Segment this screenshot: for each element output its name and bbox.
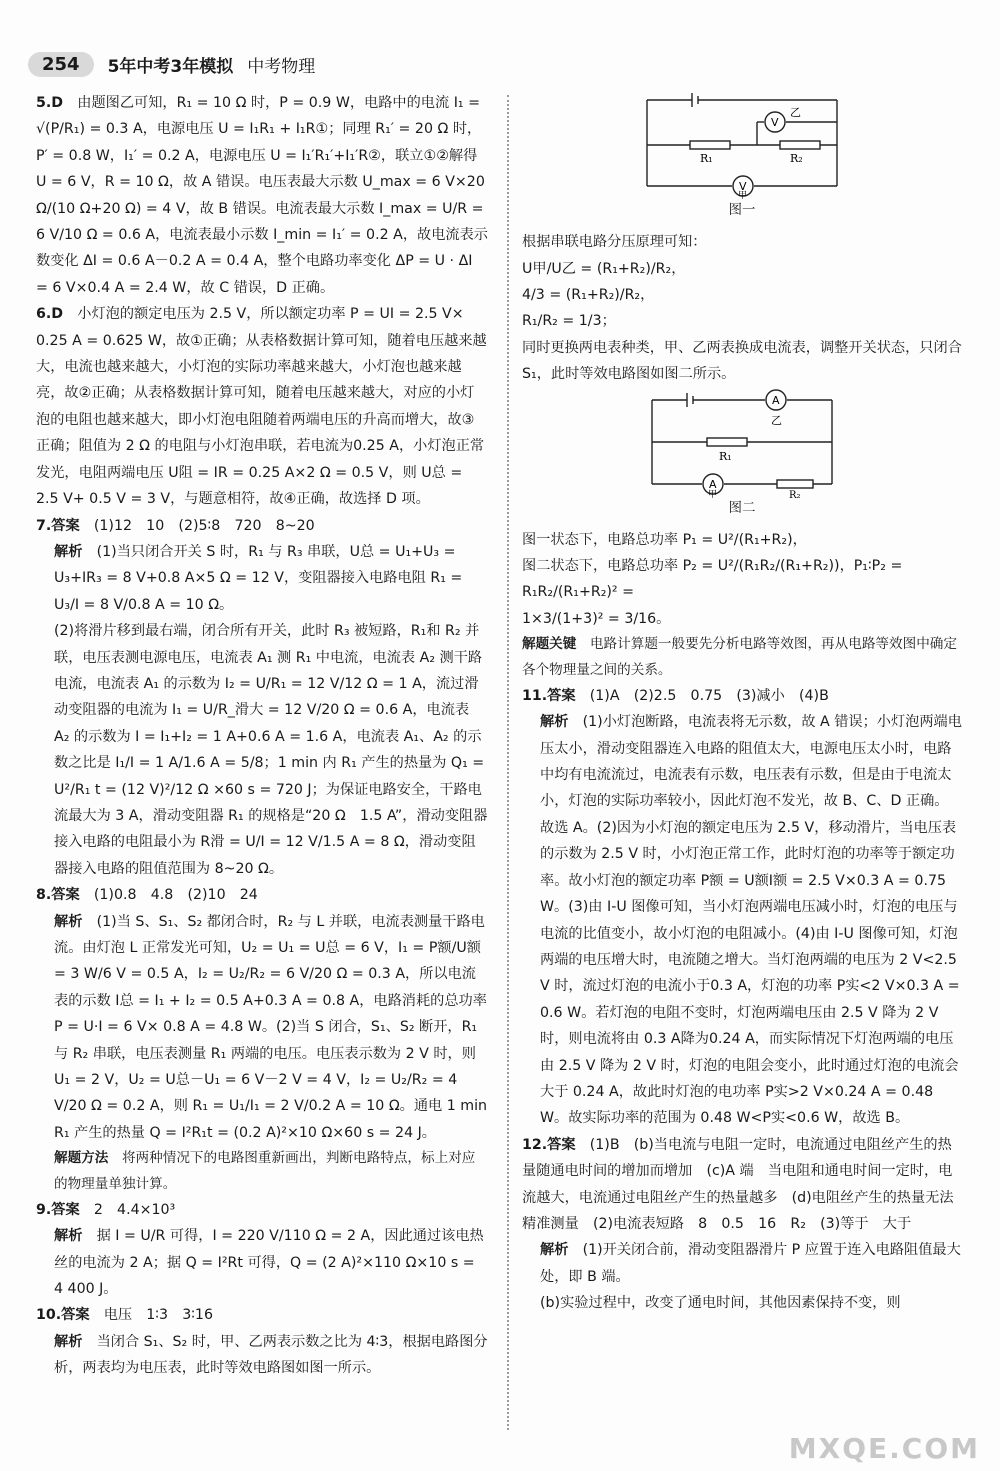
voltmeter-bottom-label: V <box>739 180 747 193</box>
switch-meters-text: 同时更换两电表种类，甲、乙两表换成电流表，调整开关状态，只闭合 S₁，此时等效电路图如图二所示。 <box>522 339 962 383</box>
ammeter-top-tag: 乙 <box>771 413 782 427</box>
analysis-12-b: (b)实验过程中，改变了通电时间，其他因素保持不变，则 <box>540 1295 901 1312</box>
ammeter-bottom-tag: 甲 <box>708 489 718 498</box>
answer-9: 9.答案 2 4.4×10³ <box>36 1201 176 1218</box>
power-state-1: 图一状态下，电路总功率 P₁ = U²/(R₁+R₂)， <box>522 531 807 548</box>
power-state-2: 图二状态下，电路总功率 P₂ = U²/(R₁R₂/(R₁+R₂))，P₁∶P₂ = R₁R₂/(R₁+R₂)² = <box>522 558 903 601</box>
ammeter-top-label: A <box>772 393 780 407</box>
voltmeter-top-label: V <box>771 116 779 129</box>
resistor-r1-label: R₁ <box>700 152 713 165</box>
book-title: 5年中考3年模拟 <box>107 56 234 77</box>
ratio-eq-2: 4/3 = (R₁+R₂)/R₂， <box>522 286 655 303</box>
analysis-7-part2: (2)将滑片移到最右端，闭合所有开关，此时 R₃ 被短路，R₁和 R₂ 并联，电压表测电源电压，电流表 A₁ 测 R₁ 中电流，电流表 A₂ 测干路电流，电流表 A₁ 的示数为 I₂ = U/R₁ = 12 V/12 Ω = 1 A，流过滑动变阻器的电流为 I₁ = U/R_滑大 = 12 V/20 Ω = 0.6 A，电流表 A₂ 的示数为 I = I₁+I₂ = 1 A+0.6 A = 1.6 A，电流表 A₁、A₂ 的示数之比是 I₁/I = 1 A/1.6 A = 5/8；1 min 内 R₁ 产生的热量为 Q₁ = U²/R₁ t = (12 V)²/12 Ω ×60 s = 720 J；为保证电路安全，干路电流最大为 3 A，滑动变阻器 R₁ 的规格是“20 Ω 1.5 A”，滑动变阻器接入电路的电阻最小为 R滑 = U/I = 12 V/1.5 A = 8 Ω，滑动变阻器接入电路的阻值范围为 8~20 Ω。 <box>54 623 488 877</box>
analysis-7-part1: 解析 (1)当只闭合开关 S 时，R₁ 与 R₃ 串联，U总 = U₁+U₃ = U₃+IR₃ = 8 V+0.8 A×5 Ω = 12 V，变阻器接入电路电阻 R₁ = U₃/I = 8 V/0.8 A = 10 Ω。 <box>54 543 463 613</box>
figure-2-caption: 图二 <box>728 499 756 516</box>
method-8: 解题方法 将两种情况下的电路图重新画出，判断电路特点，标上对应的物理量单独计算。 <box>54 1150 476 1192</box>
voltmeter-bottom-tag: 甲 <box>738 191 748 200</box>
ratio-eq-1: U甲/U乙 = (R₁+R₂)/R₂， <box>522 260 686 277</box>
site-watermark: MXQE.COM <box>788 1432 980 1465</box>
answer-5: 5.D 由题图乙可知，R₁ = 10 Ω 时，P = 0.9 W，电路中的电流 I₁ = √(P/R₁) = 0.3 A，电源电压 U = I₁R₁ + I₁R①；同理 R₁′ = 20 Ω 时，P′ = 0.8 W，I₁′ = 0.2 A，电源电压 U = I₁′R₁′+I₁′R②，联立①②解得 U = 6 V，R = 10 Ω，故 A 错误。电压表最大示数 U_max = 6 V×20 Ω/(10 Ω+20 Ω) = 4 V，故 B 错误。电流表最大示数 I_max = U/R = 6 V/10 Ω = 0.6 A，电流表最小示数 I_min = I₁′ = 0.2 A，故电流表示数变化 ΔI = 0.6 A－0.2 A = 0.4 A，整个电路功率变化 ΔP = U · ΔI = 6 V×0.4 A = 2.4 W，故 C 错误，D 正确。 <box>36 95 488 296</box>
circuit-diagram-1 <box>632 90 852 200</box>
circuit-diagram-2 <box>637 388 847 498</box>
resistor-r2-label-2: R₂ <box>789 489 801 498</box>
left-column <box>36 90 488 1382</box>
ammeter-bottom-label: A <box>709 477 717 491</box>
figure-1-caption: 图一 <box>728 202 756 218</box>
analysis-8: 解析 (1)当 S、S₁、S₂ 都闭合时，R₂ 与 L 并联，电流表测量干路电流。由灯泡 L 正常发光可知，U₂ = U₁ = U总 = 6 V，I₁ = P额/U额 = 3 W/6 V = 0.5 A，I₂ = U₂/R₂ = 6 V/20 Ω = 0.3 A，所以电流表的示数 I总 = I₁ + I₂ = 0.5 A+0.3 A = 0.8 A，电路消耗的总功率 P = U·I = 6 V× 0.8 A = 4.8 W。(2)当 S 闭合，S₁、S₂ 断开，R₁ 与 R₂ 串联，电压表测量 R₁ 两端的电压。电压表示数为 2 V 时，则 U₁ = 2 V，U₂ = U总－U₁ = 6 V－2 V = 4 V，I₂ = U₂/R₂ = 4 V/20 Ω = 0.2 A，则 R₁ = U₁/I₁ = 2 V/0.2 A = 10 Ω。通电 1 min R₁ 产生的热量 Q = I²R₁t = (0.2 A)²×10 Ω×60 s = 24 J。 <box>54 913 488 1141</box>
column-divider <box>507 95 509 1430</box>
key-tip: 解题关键 电路计算题一般要先分析电路等效图，再从电路等效图中确定各个物理量之间的关系。 <box>522 636 957 678</box>
divider-principle: 根据串联电路分压原理可知： <box>522 234 707 251</box>
analysis-12: 解析 (1)开关闭合前，滑动变阻器滑片 P 应置于连入电路阻值最大处，即 B 端。 <box>540 1242 961 1285</box>
voltmeter-top-tag: 乙 <box>790 106 801 119</box>
answer-8: 8.答案 (1)0.8 4.8 (2)10 24 <box>36 887 258 904</box>
resistor-r1-label-2: R₁ <box>719 449 732 463</box>
page-number: 254 <box>28 52 94 77</box>
analysis-9: 解析 据 I = U/R 可得，I = 220 V/110 Ω = 2 A，因此通过该电热丝的电流为 2 A；据 Q = I²Rt 可得，Q = (2 A)²×110 Ω×10 s = 4 400 J。 <box>54 1228 484 1298</box>
answer-12: 12.答案 (1)B (b)当电流与电阻一定时，电流通过电阻丝产生的热量随通电时间的增加而增加 (c)A 端 当电阻和通电时间一定时，电流越大，电流通过电阻丝产生的热量越多 (d)电阻丝产生的热量无法精准测量 (2)电流表短路 8 0.5 16 R₂ (3)等于 大于 <box>522 1136 954 1232</box>
subject-label: 中考物理 <box>247 56 316 77</box>
resistor-r2-label: R₂ <box>790 152 803 165</box>
analysis-11: 解析 (1)小灯泡断路，电流表将无示数，故 A 错误；小灯泡两端电压太小，滑动变阻器连入电路的阻值太大，电源电压太小时，电路中均有电流流过，电流表有示数，电压表有示数，但是由于电流太小，灯泡的实际功率较小，因此灯泡不发光，故 B、C、D 正确。故选 A。(2)因为小灯泡的额定电压为 2.5 V，移动滑片，当电压表的示数为 2.5 V 时，小灯泡正常工作，此时灯泡的功率等于额定功率。故小灯泡的额定功率 P额 = U额I额 = 2.5 V×0.3 A = 0.75 W。(3)由 I-U 图像可知，当小灯泡两端电压减小时，灯泡的电压与电流的比值变小，故小灯泡的电阻减小。(4)由 I-U 图像可知，灯泡两端的电压增大时，电流随之增大。当灯泡两端的电压为 2 V<2.5 V 时，流过灯泡的电流小于0.3 A，灯泡的功率 P实<2 V×0.3 A = 0.6 W。若灯泡的电阻不变时，灯泡两端电压由 2.5 V 降为 2 V 时，则电流将由 0.3 A降为0.24 A，而实际情况下灯泡两端的电压由 2.5 V 降为 2 V 时，灯泡的电阻会变小，此时通过灯泡的电流会大于 0.24 A，故此时灯泡的电功率 P实>2 V×0.24 A = 0.48 W。故实际功率的范围为 0.48 W<P实<0.6 W，故选 B。 <box>540 714 962 1127</box>
power-ratio-result: 1×3/(1+3)² = 3/16。 <box>522 610 671 627</box>
analysis-10: 解析 当闭合 S₁、S₂ 时，甲、乙两表示数之比为 4∶3，根据电路图分析，两表均为电压表，此时等效电路图如图一所示。 <box>54 1333 488 1377</box>
ratio-eq-3: R₁/R₂ = 1/3； <box>522 313 616 330</box>
answer-11: 11.答案 (1)A (2)2.5 0.75 (3)减小 (4)B <box>522 687 829 704</box>
answer-7: 7.答案 (1)12 10 (2)5∶8 720 8~20 <box>36 517 315 534</box>
page-header <box>28 48 315 80</box>
answer-6: 6.D 小灯泡的额定电压为 2.5 V，所以额定功率 P = UI = 2.5 V× 0.25 A = 0.625 W，故①正确；从表格数据计算可知，随着电压越来越大，电流也越来越大，小灯泡的实际功率越来越大，小灯泡也越来越亮，故②正确；从表格数据计算可知，随着电压越来越大，对应的小灯泡的电阻也越来越大，即小灯泡电阻随着两端电压的升高而增大，故③正确；阻值为 2 Ω 的电阻与小灯泡串联，若电流为0.25 A，小灯泡正常发光，电阻两端电压 U阻 = IR = 0.25 A×2 Ω = 0.5 V，则 U总 = 2.5 V+ 0.5 V = 3 V，与题意相符，故④正确，故选择 D 项。 <box>36 306 487 508</box>
right-column <box>522 90 962 1317</box>
answer-10: 10.答案 电压 1∶3 3∶16 <box>36 1307 213 1324</box>
